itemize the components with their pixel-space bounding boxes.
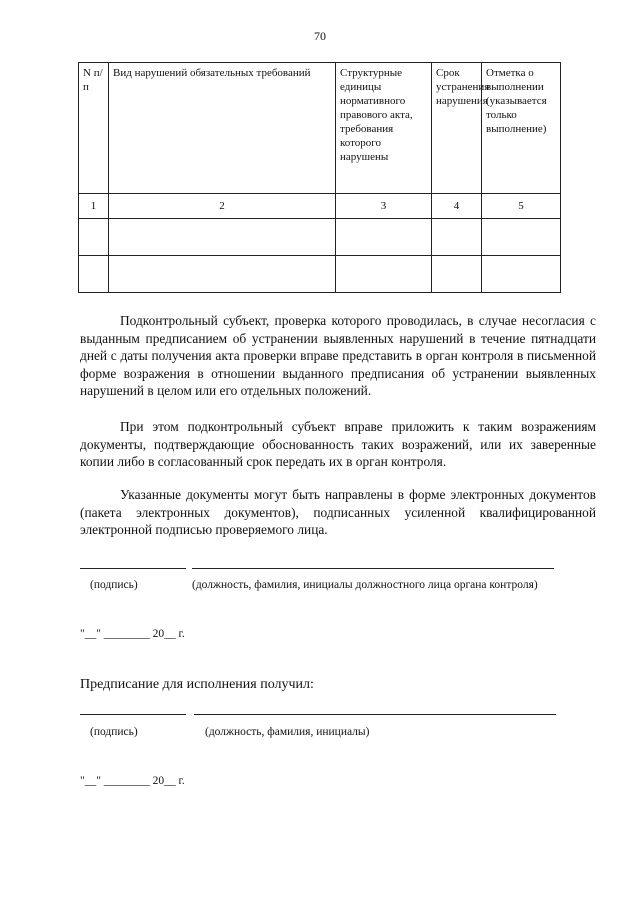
table-cell — [482, 219, 561, 256]
header-deadline: Срок устранения нарушения — [432, 63, 482, 194]
documents-paragraph: При этом подконтрольный субъект вправе приложить к таким возражениям документы, подтверждающие обоснованность таких возражений, или их заверенные копии либо в согласованный срок передать их в орган контроля. — [80, 419, 596, 469]
table-cell — [109, 219, 336, 256]
header-violation-type: Вид нарушений обязательных требований — [109, 63, 336, 194]
table-cell — [482, 256, 561, 293]
table-numbering-row — [79, 194, 561, 219]
column-number-4: 4 — [432, 194, 482, 219]
table-row — [79, 256, 561, 293]
date-line: "__" ________ 20__ г. — [80, 628, 185, 640]
column-number-3: 3 — [336, 194, 432, 219]
column-number-5: 5 — [482, 194, 561, 219]
received-label: Предписание для исполнения получил: — [80, 677, 314, 692]
official-name-caption: (должность, фамилия, инициалы должностного лица органа контроля) — [192, 579, 538, 591]
table-cell — [79, 219, 109, 256]
header-structural-units: Структурные единицы нормативного правового акта, требования которого нарушены — [336, 63, 432, 194]
recipient-name-line — [194, 714, 556, 715]
table-cell — [432, 256, 482, 293]
header-number: N п/п — [79, 63, 109, 194]
electronic-documents-paragraph: Указанные документы могут быть направлены в форме электронных документов (пакета электронных документов), подписанных усиленной квалифицированной электронной подписью проверяемого лица. — [80, 487, 596, 537]
table-header-row — [79, 63, 561, 194]
recipient-signature-line — [80, 714, 186, 715]
table-cell — [336, 219, 432, 256]
violations-table — [78, 62, 561, 293]
recipient-signature-caption: (подпись) — [90, 726, 138, 738]
table-cell — [79, 256, 109, 293]
table-row — [79, 219, 561, 256]
table-cell — [336, 256, 432, 293]
recipient-date-line: "__" ________ 20__ г. — [80, 775, 185, 787]
signature-line — [80, 568, 186, 569]
table-cell — [432, 219, 482, 256]
table-cell — [109, 256, 336, 293]
signature-caption: (подпись) — [90, 579, 138, 591]
column-number-1: 1 — [79, 194, 109, 219]
header-completion-mark: Отметка о выполнении (указывается только выполнение) — [482, 63, 561, 194]
recipient-name-caption: (должность, фамилия, инициалы) — [205, 726, 370, 738]
official-name-line — [192, 568, 554, 569]
objection-paragraph: Подконтрольный субъект, проверка которого проводилась, в случае несогласия с выданным предписанием об устранении выявленных нарушений в течение пятнадцати дней с даты получения акта проверки вправе представить в орган контроля в письменной форме возражения в отношении выданного предписания об устранении выявленных нарушений в целом или его отдельных положений. — [80, 313, 596, 398]
page-number: 70 — [314, 29, 326, 43]
column-number-2: 2 — [109, 194, 336, 219]
